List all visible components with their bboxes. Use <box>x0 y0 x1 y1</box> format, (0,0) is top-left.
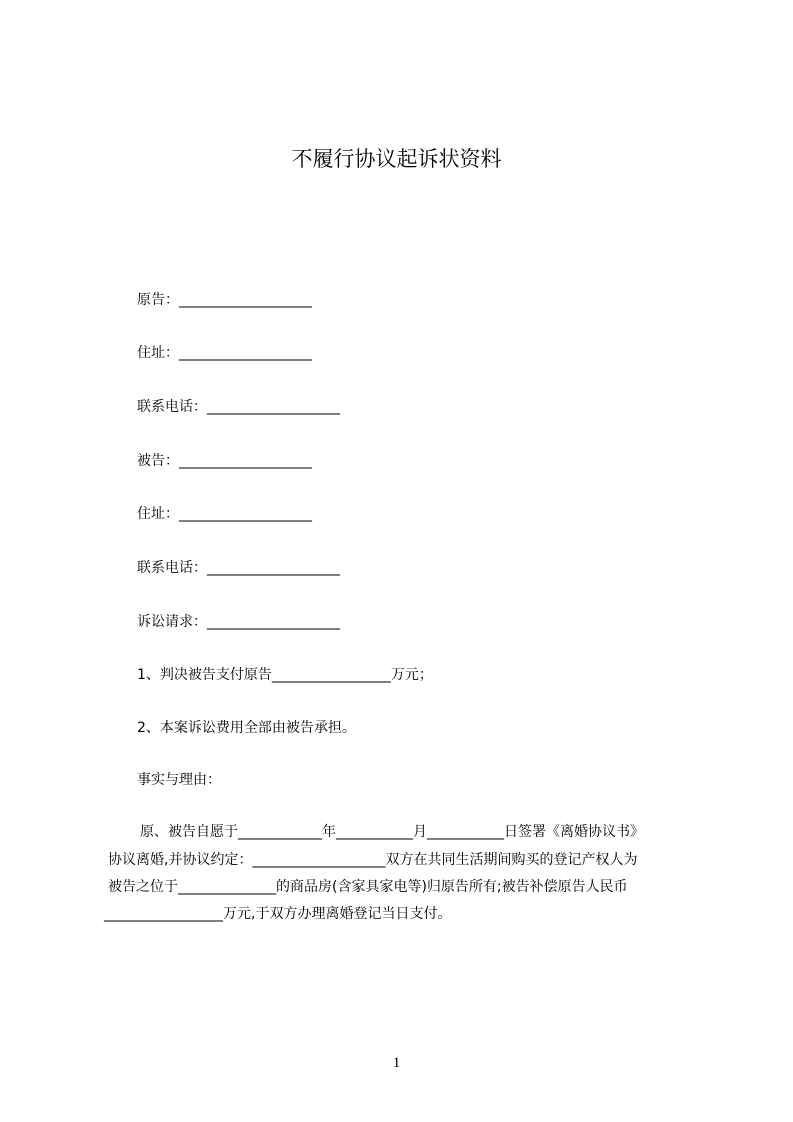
field-blank: ___________________ <box>179 506 312 522</box>
paragraph-line: 被告之位于______________的商品房(含家具家电等)归原告所有;被告补偿原告人民币 <box>108 879 628 895</box>
field-label: 联系电话： <box>137 399 207 415</box>
paragraph-line: 原、被告自愿于____________年___________月___________日签署《离婚协议书》 <box>140 824 644 840</box>
field-blank: ___________________ <box>207 614 340 630</box>
field-plaintiff <box>137 290 312 310</box>
claim-1: 1、判决被告支付原告_________________万元； <box>137 667 433 683</box>
field-claims <box>137 612 340 632</box>
field-plaintiff-phone <box>137 397 340 417</box>
paragraph-line: _________________万元,于双方办理离婚登记当日支付。 <box>104 906 452 922</box>
facts-heading: 事实与理由： <box>137 772 221 788</box>
field-defendant <box>137 451 312 471</box>
paragraph-line: 协议离婚,并协议约定：___________________双方在共同生活期间购买的登记产权人为 <box>108 852 638 868</box>
field-label: 被告： <box>137 453 179 469</box>
field-label: 住址： <box>137 345 179 361</box>
field-defendant-address <box>137 504 312 524</box>
claim-2: 2、本案诉讼费用全部由被告承担。 <box>137 720 356 736</box>
field-blank: ___________________ <box>207 560 340 576</box>
field-label: 诉讼请求： <box>137 614 207 630</box>
document-title: 不履行协议起诉状资料 <box>291 147 502 171</box>
field-label: 住址： <box>137 506 179 522</box>
field-defendant-phone <box>137 558 340 578</box>
field-blank: ___________________ <box>179 453 312 469</box>
field-plaintiff-address <box>137 343 312 363</box>
field-blank: ___________________ <box>207 399 340 415</box>
field-label: 联系电话： <box>137 560 207 576</box>
page-number: 1 <box>392 1055 401 1071</box>
field-blank: ___________________ <box>179 292 312 308</box>
field-label: 原告： <box>137 292 179 308</box>
field-blank: ___________________ <box>179 345 312 361</box>
